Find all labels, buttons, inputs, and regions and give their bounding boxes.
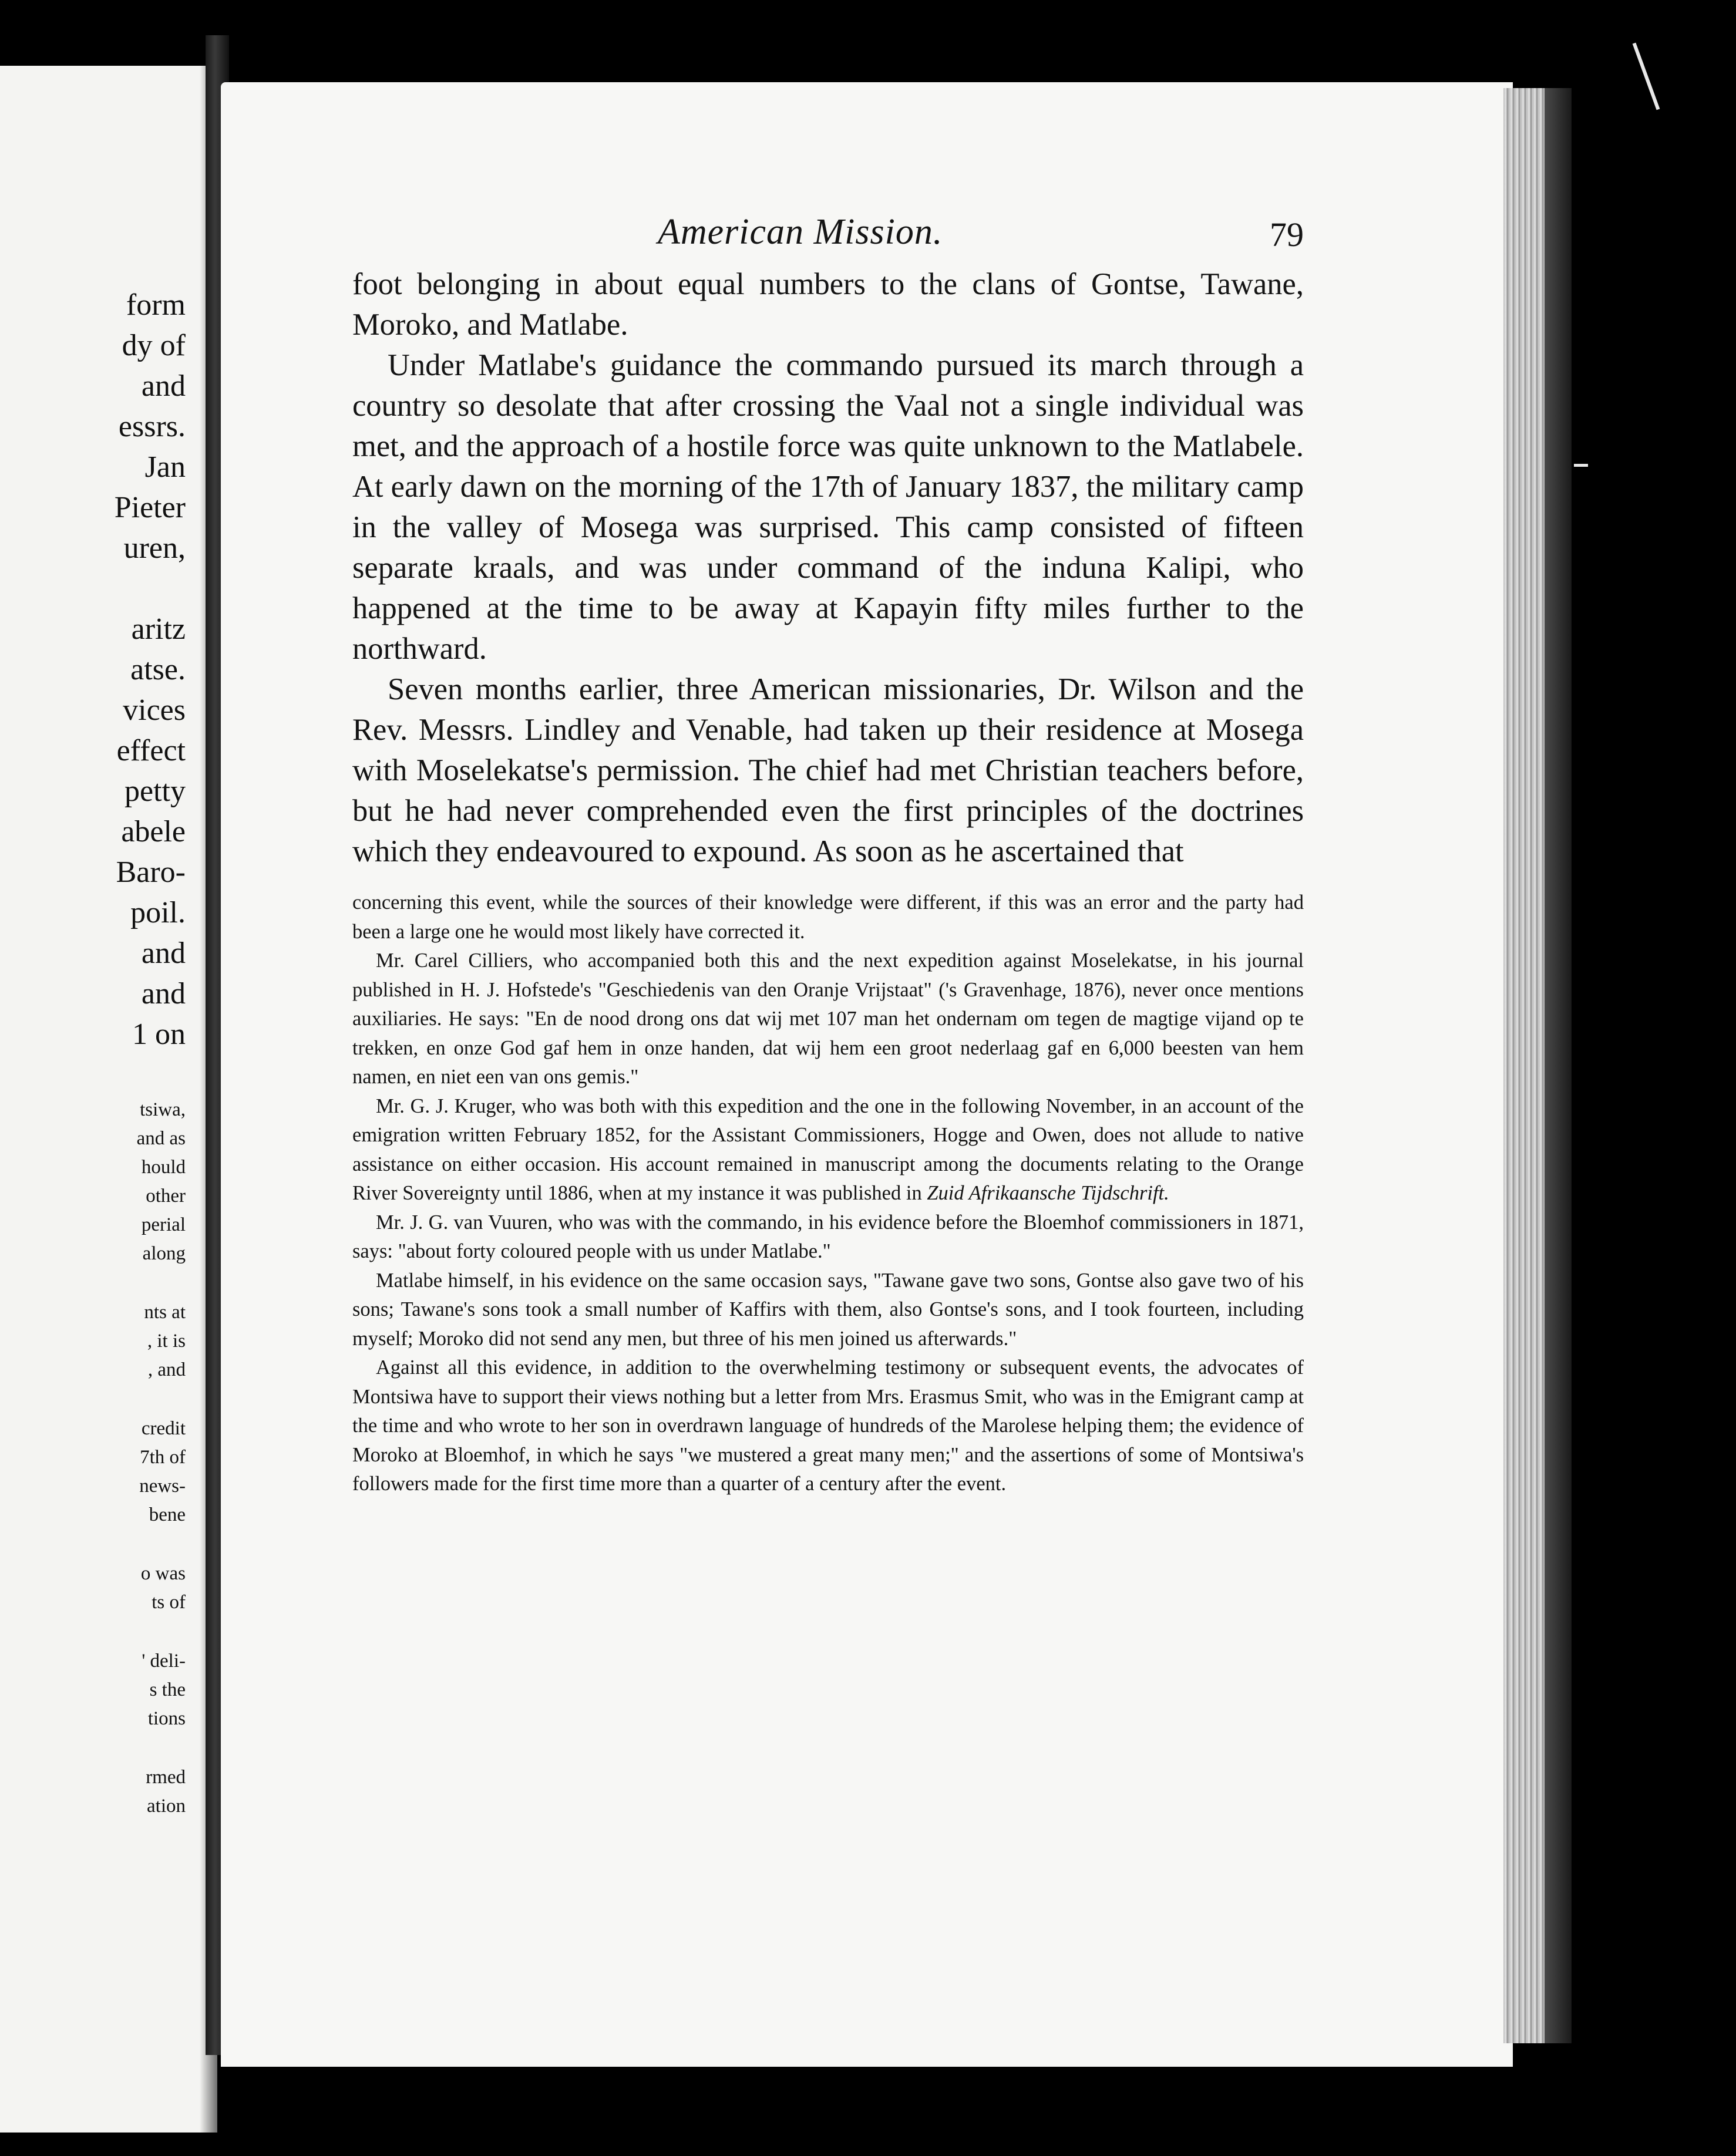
body-paragraph: Seven months earlier, three American missionaries, Dr. Wilson and the Rev. Messrs. Lindley and Venable, had taken up their residence at Mosega with Moselekatse's permission. The chief had met Christian teachers before, but he had never comprehended even the first principles of the doctrines which they endeavoured to expound. As soon as he ascertained that [352,672,1304,868]
left-page-note-fragment: ' deli- [142,1650,186,1672]
left-page-note-fragment: news- [139,1475,186,1497]
left-page-text-fragment: and [141,977,186,1010]
left-page-text-fragment: vices [123,693,186,727]
body-paragraph: foot belonging in about equal numbers to the clans of Gontse, Tawane, Moroko, and Matlabe. [352,267,1304,342]
footnote-paragraph: concerning this event, while the sources of their knowledge were different, if this was an error and the party had been a large one he would most likely have corrected it. [352,891,1304,943]
footnote-italic-title: Zuid Afrikaansche Tijdschrift. [927,1182,1169,1204]
footnote-paragraph: Against all this evidence, in addition to the overwhelming testimony or subsequent events, the advocates of Montsiwa have to support their views nothing but a letter from Mrs. Erasmus Smit, who was in the Emigrant camp at the time and who wrote to her son in overdrawn language of hundreds of the Marolese helping them; the evidence of Moroko at Bloemhof, in which he says "we mustered a great many men;" and the assertions of some of Montsiwa's followers made for the first time more than a quarter of a century after the event. [352,1356,1304,1495]
left-page-text-fragment: 1 on [132,1018,186,1051]
left-page-text-fragment: essrs. [118,410,186,443]
left-page-text-fragment: effect [116,734,186,767]
left-facing-page [0,66,217,2133]
left-page-note-fragment: hould [141,1157,186,1178]
left-page-note-fragment: rmed [146,1767,186,1788]
left-page-note-fragment: perial [141,1214,186,1235]
page-number: 79 [1270,215,1304,254]
left-page-note-fragment: 7th of [140,1447,186,1468]
running-header-title: American Mission. [658,212,943,252]
page-edges-shadow [1545,88,1572,2043]
footnote-paragraph: Mr. J. G. van Vuuren, who was with the commando, in his evidence before the Bloemhof commissioners in 1871, says: "about forty coloured people with us under Matlabe." [352,1211,1304,1262]
footnote-text: Mr. G. J. Kruger, who was both with this expedition and the one in the following November, in an account of the emigration written February 1852, for the Assistant Commissioners, Hogge and Owen, does not allude to native assistance on either occasion. His account remained in manuscript among the documents relating to the Orange River Sovereignty until 1886, when at my instance it was published in [352,1094,1304,1204]
left-page-text-fragment: aritz [131,612,186,646]
scan-artifact [1633,43,1660,110]
left-page-note-fragment: tions [147,1708,186,1729]
left-page-note-fragment: other [146,1185,186,1207]
left-page-text-fragment: Jan [144,450,186,484]
left-page-note-fragment: tsiwa, [140,1099,186,1120]
body-paragraph: Under Matlabe's guidance the commando pursued its march through a country so desolate that after crossing the Vaal not a single individual was met, and the approach of a hostile force was quite unknown to the Matlabele. At early dawn on the morning of the 17th of January 1837, the military camp in the valley of Mosega was surprised. This camp consisted of fifteen separate kraals, and was under command of the induna Kalipi, who happened at the time to be away at Kapayin fifty miles further to the northward. [352,348,1304,666]
left-page-note-fragment: ation [147,1795,186,1817]
left-page-note-fragment: , and [147,1359,186,1380]
left-page-text-fragment: Baro- [116,855,186,889]
page-content [352,211,1304,1499]
left-page-text-fragment: dy of [122,329,186,362]
left-page-text-fragment: Pieter [114,491,186,524]
left-page-note-fragment: along [142,1243,186,1264]
running-header [352,211,1304,264]
left-page-note-fragment: ts of [152,1592,186,1613]
left-page-note-fragment: o was [140,1563,186,1584]
left-page-note-fragment: s the [149,1679,186,1700]
left-page-note-fragment: and as [136,1128,186,1149]
footnote-paragraph: Matlabe himself, in his evidence on the same occasion says, "Tawane gave two sons, Gontse also gave two of his sons; Tawane's sons took a small number of Kaffirs with them, also Gontse's sons, and I took fourteen, including myself; Moroko did not send any men, but three of his men joined us afterwards." [352,1269,1304,1350]
left-page-text-fragment: uren, [123,531,186,565]
left-page-note-fragment: credit [141,1418,186,1439]
left-page-text-fragment: form [126,288,186,322]
left-page-text-fragment: poil. [130,896,186,929]
scan-artifact [1574,464,1588,467]
left-page-note-fragment: bene [149,1504,186,1525]
footnote-paragraph: Mr. Carel Cilliers, who accompanied both this and the next expedition against Moselekatse, in his journal published in H. J. Hofstede's "Geschiedenis van den Oranje Vrijstaat" ('s Gravenhage, 1876), never once mentions auxiliaries. He says: "En de nood drong ons dat wij met 107 man het ondernam om tegen de magtige vijand op te trekken, en onze God gaf hem in onze handen, dat wij hem een groot nederlaag gaf en 6,000 beesten van hem namen, en niet een van ons gemis." [352,949,1304,1088]
left-page-note-fragment: , it is [147,1330,186,1352]
footnote-paragraph [352,1092,1304,1208]
left-page-text-fragment: petty [125,774,186,808]
body-text [352,264,1304,872]
left-page-text-fragment: abele [121,815,186,848]
left-page-text-fragment: and [141,936,186,970]
footnotes [352,888,1304,1499]
left-page-note-fragment: nts at [144,1302,186,1323]
page-edges [1503,88,1545,2043]
left-page-text-fragment: atse. [130,653,186,686]
left-page-text-fragment: and [141,369,186,403]
